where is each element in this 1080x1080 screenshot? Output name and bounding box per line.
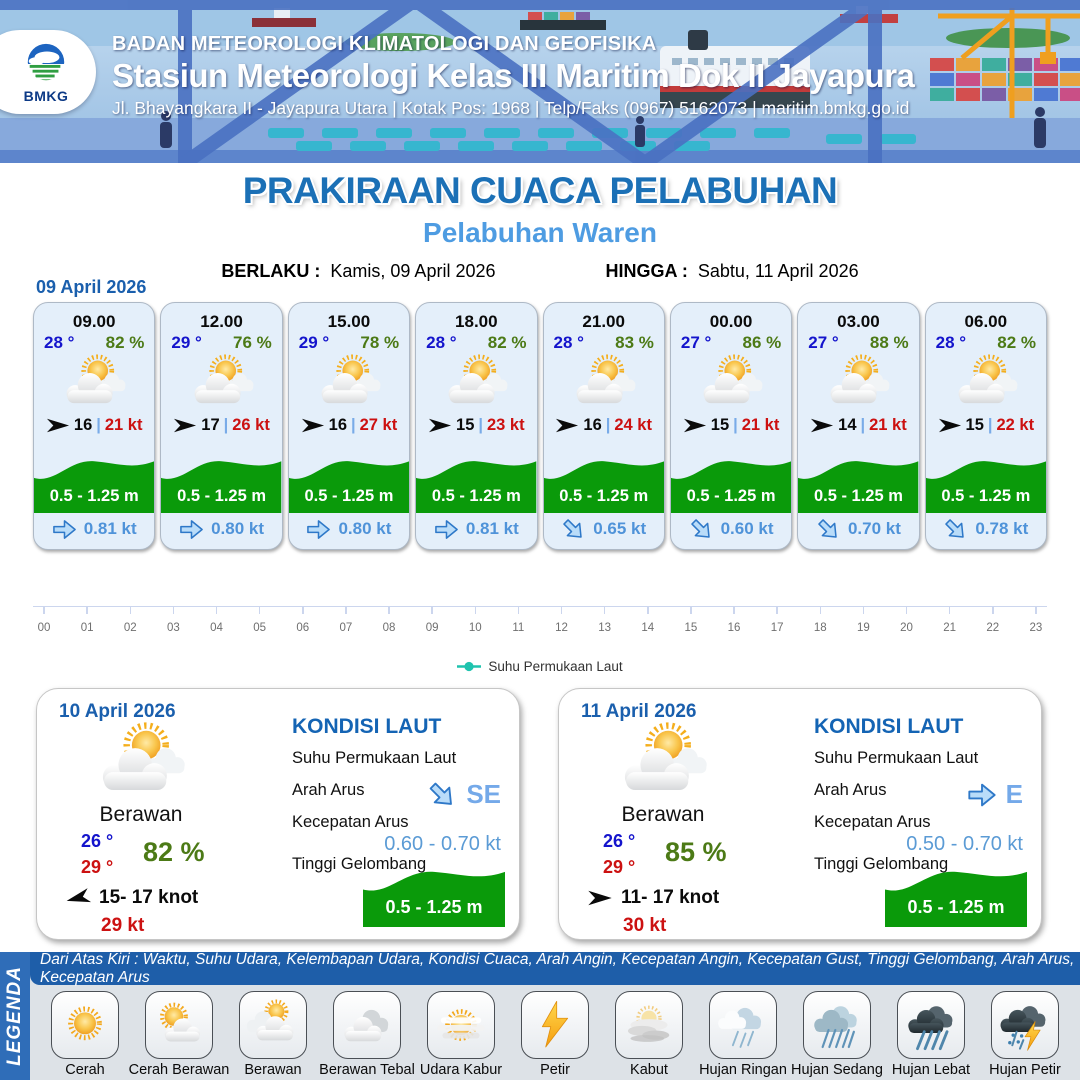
wind-direction-icon [683, 417, 707, 434]
legend-items [30, 985, 1080, 1080]
daily-date: 10 April 2026 [59, 701, 176, 722]
separator: | [860, 416, 866, 434]
x-axis-tick [680, 607, 702, 634]
current-speed: 0.81 kt [83, 519, 137, 538]
current-row [289, 514, 409, 544]
current-row [416, 514, 536, 544]
cerah-berawan-icon [34, 354, 154, 412]
air-temperature: 28 ° [426, 333, 457, 352]
station-name: Stasiun Meteorologi Kelas III Maritim Dok II Jayapura [112, 57, 915, 94]
x-axis [33, 606, 1047, 634]
wind-speed: 15 [456, 416, 475, 434]
berlaku-label: BERLAKU : [221, 261, 321, 281]
x-axis-tick-label: 07 [339, 622, 353, 634]
container-stack [930, 58, 1080, 101]
current-speed-label: Kecepatan Arus [292, 813, 409, 831]
cerah-berawan-icon [161, 354, 281, 412]
legend-bar [0, 952, 1080, 1080]
x-axis-tick-label: 05 [253, 622, 267, 634]
wave-height-band [926, 453, 1046, 513]
x-axis-tick-label: 10 [468, 622, 482, 634]
gust-speed: 23 kt [487, 416, 525, 434]
x-axis-tick [421, 607, 443, 634]
separator: | [351, 416, 356, 434]
wind-row [65, 887, 198, 909]
legend-item: Cerah [38, 991, 132, 1080]
x-axis-tick [292, 607, 314, 634]
x-axis-tick [723, 607, 745, 634]
x-axis-tick [206, 607, 228, 634]
wind-row [798, 416, 918, 435]
wave-height-band [34, 453, 154, 513]
daily-forecast-section [36, 688, 1042, 940]
wave-height: 0.5 - 1.25 m [304, 487, 394, 505]
gust-speed: 30 kt [623, 915, 667, 936]
cerah-berawan-icon [289, 354, 409, 412]
air-temperature: 29 ° [171, 333, 202, 352]
bmkg-emblem-icon [23, 41, 69, 87]
thunderstorm-rain-icon [991, 991, 1059, 1059]
x-axis-tick-label: 16 [727, 622, 741, 634]
x-axis-tick-label: 04 [210, 622, 223, 634]
thick-clouds-icon [333, 991, 401, 1059]
moderate-rain-icon [803, 991, 871, 1059]
wind-direction-icon [46, 417, 70, 434]
x-axis-tick-label: 03 [166, 622, 180, 634]
x-axis-tick [335, 607, 357, 634]
hourly-card [925, 302, 1047, 550]
hourly-card [160, 302, 282, 550]
wave-height: 0.5 - 1.25 m [813, 487, 903, 505]
wave-height: 0.5 - 1.25 m [177, 487, 267, 505]
current-direction [967, 779, 1023, 810]
wave-height: 0.5 - 1.25 m [941, 487, 1031, 505]
x-axis-tick-label: 19 [856, 622, 870, 634]
wind-direction-icon [555, 417, 579, 434]
temp-max: 29 ° [603, 857, 636, 877]
page-title: PRAKIRAAN CUACA PELABUHAN [242, 170, 838, 211]
air-temperature: 28 ° [935, 333, 967, 352]
wind-range: 15- 17 knot [99, 887, 199, 908]
forecast-time: 12.00 [200, 312, 243, 331]
x-axis-tick-label: 21 [943, 622, 957, 634]
current-direction-southeast-icon [421, 773, 463, 815]
x-axis-tick-label: 12 [555, 622, 568, 634]
current-direction-east-icon [306, 517, 331, 542]
humidity: 82 % [487, 333, 527, 352]
humidity: 83 % [615, 333, 654, 352]
temp-min: 26 ° [81, 831, 114, 851]
hourly-date: 09 April 2026 [36, 277, 147, 297]
x-axis-tick-label: 14 [641, 622, 655, 634]
x-axis-tick-label: 01 [80, 622, 94, 634]
legend-item: Berawan Tebal [320, 991, 414, 1080]
agency-name: BADAN METEOROLOGI KLIMATOLOGI DAN GEOFISIKA [112, 33, 657, 55]
legend-item: Hujan Petir [978, 991, 1072, 1080]
x-axis-tick [594, 607, 616, 634]
x-axis-tick [637, 607, 659, 634]
haze-icon [427, 991, 495, 1059]
wave-height: 0.5 - 1.25 m [559, 487, 649, 505]
legend-item: Cerah Berawan [132, 991, 226, 1080]
wave-height-band [885, 863, 1027, 927]
sst-label: Suhu Permukaan Laut [292, 749, 457, 767]
legend-title: LEGENDA [4, 966, 25, 1066]
sst-chart [33, 606, 1047, 674]
humidity: 85 % [665, 837, 727, 867]
x-axis-tick-label: 06 [296, 622, 310, 634]
current-row [34, 514, 154, 544]
x-axis-tick [809, 607, 831, 634]
sun-cloud-icon [145, 991, 213, 1059]
x-axis-tick [551, 607, 573, 634]
sea-conditions [804, 703, 1027, 931]
current-speed: 0.81 kt [465, 519, 519, 538]
current-speed: 0.80 kt [211, 519, 265, 538]
gust-speed: 29 kt [101, 915, 145, 936]
separator: | [605, 416, 611, 434]
x-axis-tick-label: 09 [425, 622, 439, 634]
current-row [161, 514, 281, 544]
air-temperature: 28 ° [44, 333, 75, 352]
x-axis-tick-label: 22 [986, 622, 1000, 634]
wave-height-band [544, 453, 664, 513]
hourly-card [33, 302, 155, 550]
x-axis-tick [982, 607, 1004, 634]
legend-item: Kabut [602, 991, 696, 1080]
cerah-berawan-icon [926, 354, 1046, 412]
current-speed: 0.65 kt [593, 519, 647, 538]
gust-speed: 24 kt [614, 416, 652, 434]
current-speed-value: 0.60 - 0.70 kt [384, 833, 501, 855]
current-row [671, 514, 791, 544]
current-direction-east-icon [434, 517, 459, 542]
legend-item: Petir [508, 991, 602, 1080]
gust-speed: 21 kt [869, 416, 907, 434]
cerah-berawan-icon [544, 354, 664, 412]
sea-conditions-title: KONDISI LAUT [292, 715, 442, 738]
cerah-berawan-icon [671, 354, 791, 412]
bmkg-logo [0, 30, 96, 114]
separator: | [987, 416, 993, 434]
current-row [926, 514, 1046, 544]
separator: | [733, 416, 738, 434]
current-direction-southeast-icon [938, 511, 973, 546]
temp-min: 26 ° [603, 831, 636, 851]
x-axis-tick-label: 23 [1029, 622, 1043, 634]
current-direction-label: Arah Arus [292, 781, 365, 799]
current-speed-label: Kecepatan Arus [814, 813, 931, 831]
validity-row [0, 261, 1080, 282]
air-temperature: 27 ° [680, 333, 712, 352]
wave-height: 0.5 - 1.25 m [686, 487, 776, 505]
wave-height: 0.5 - 1.25 m [431, 487, 521, 505]
wave-height: 0.5 - 1.25 m [49, 487, 139, 505]
legend-description: Dari Atas Kiri : Waktu, Suhu Udara, Kelembapan Udara, Kondisi Cuaca, Arah Angin, Kecepatan Angin, Kecepatan Gust, Tinggi Gelombang, Arah Arus, Kecepatan Arus [30, 952, 1080, 985]
air-temperature: 27 ° [808, 333, 839, 352]
hingga-value: Sabtu, 11 April 2026 [697, 261, 859, 281]
legend-item: Hujan Ringan [696, 991, 790, 1080]
current-direction-southeast-icon [811, 511, 846, 546]
current-speed: 0.80 kt [338, 519, 392, 538]
air-temperature: 28 ° [553, 333, 584, 352]
forecast-time: 18.00 [455, 312, 498, 331]
forecast-time: 15.00 [327, 312, 371, 331]
current-direction-value: SE [466, 779, 501, 809]
forecast-time: 03.00 [837, 312, 880, 331]
wind-speed: 17 [201, 416, 220, 434]
gust-speed: 26 kt [232, 416, 270, 434]
wind-row [34, 416, 154, 435]
wave-height-band [798, 453, 918, 513]
daily-date: 11 April 2026 [581, 701, 697, 722]
wind-row [671, 416, 791, 435]
x-axis-tick [896, 607, 918, 634]
berawan-icon [611, 721, 715, 803]
current-direction-southeast-icon [683, 511, 718, 546]
hourly-forecast-section [33, 302, 1047, 550]
current-direction-label: Arah Arus [814, 781, 887, 799]
port-name: Pelabuhan Waren [423, 217, 657, 248]
separator: | [223, 416, 229, 434]
gust-speed: 22 kt [996, 416, 1035, 434]
wave-height-label: Tinggi Gelombang [814, 855, 949, 873]
wind-direction-icon [810, 417, 834, 434]
berlaku-value: Kamis, 09 April 2026 [330, 261, 496, 281]
wind-direction-icon [428, 417, 452, 434]
wind-direction-icon [301, 417, 325, 434]
current-speed: 0.78 kt [975, 519, 1029, 538]
x-axis-tick-label: 02 [123, 622, 137, 634]
legend-item: Hujan Lebat [884, 991, 978, 1080]
wind-speed: 15 [710, 416, 730, 434]
wind-row [161, 416, 281, 435]
x-axis-tick [76, 607, 98, 634]
current-row [798, 514, 918, 544]
wind-speed: 16 [328, 416, 347, 434]
humidity: 86 % [742, 333, 782, 352]
x-axis-tick [1025, 607, 1047, 634]
heavy-rain-icon [897, 991, 965, 1059]
x-axis-tick-label: 11 [512, 622, 525, 634]
wave-height-band [416, 453, 536, 513]
hourly-card [670, 302, 792, 550]
wave-height-band [161, 453, 281, 513]
humidity: 82 % [997, 333, 1036, 352]
x-axis-tick-label: 17 [770, 622, 784, 634]
legend-item: Berawan [226, 991, 320, 1080]
sst-label: Suhu Permukaan Laut [814, 749, 979, 767]
current-direction-east-icon [179, 517, 204, 542]
x-axis-tick-label: 20 [900, 622, 913, 634]
chart-series-label: Suhu Permukaan Laut [488, 659, 623, 674]
forecast-time: 06.00 [964, 312, 1008, 331]
cerah-berawan-icon [416, 354, 536, 412]
wind-range: 11- 17 knot [621, 887, 720, 908]
header [0, 0, 1080, 163]
x-axis-tick [162, 607, 184, 634]
station-address: Jl. Bhayangkara II - Jayapura Utara | Kotak Pos: 1968 | Telp/Faks (0967) 5162073 | maritim.bmkg.go.id [112, 98, 910, 118]
line-series-marker-icon [457, 661, 481, 672]
lightning-icon [521, 991, 589, 1059]
wind-speed: 16 [73, 416, 93, 434]
bmkg-logo-text: BMKG [23, 87, 69, 104]
temp-max: 29 ° [81, 857, 114, 877]
gust-speed: 21 kt [741, 416, 780, 434]
sun-icon [51, 991, 119, 1059]
weather-condition: Berawan [621, 803, 705, 826]
legend-title-bar [0, 952, 30, 1080]
x-axis-tick [507, 607, 529, 634]
humidity: 82 % [105, 333, 145, 352]
wind-direction-icon [63, 886, 93, 910]
x-axis-tick-label: 18 [813, 622, 827, 634]
wave-height: 0.5 - 1.25 m [385, 897, 483, 917]
wind-row [416, 416, 536, 435]
current-speed: 0.70 kt [847, 519, 901, 538]
hingga-label: HINGGA : [605, 261, 688, 281]
weather-condition: Berawan [99, 803, 183, 826]
x-axis-tick [33, 607, 55, 634]
sea-conditions-title: KONDISI LAUT [814, 715, 964, 738]
cloudy-icon [239, 991, 307, 1059]
chart-legend [33, 659, 1047, 674]
fog-icon [615, 991, 683, 1059]
gust-speed: 27 kt [359, 416, 398, 434]
separator: | [478, 416, 483, 434]
current-row [544, 514, 664, 544]
air-temperature: 29 ° [298, 333, 330, 352]
wind-row [289, 416, 409, 435]
x-axis-tick [766, 607, 788, 634]
sea-conditions [282, 703, 505, 931]
x-axis-tick [939, 607, 961, 634]
current-direction-east-icon [967, 780, 997, 810]
wave-height-band [289, 453, 409, 513]
hourly-card [797, 302, 919, 550]
current-speed-value: 0.50 - 0.70 kt [906, 833, 1023, 855]
x-axis-tick-label: 08 [382, 622, 396, 634]
wave-height-band [363, 863, 505, 927]
x-axis-tick-label: 15 [684, 622, 698, 634]
title-block [0, 170, 1080, 282]
wind-direction-icon [173, 417, 197, 434]
wind-row [587, 887, 719, 909]
wind-speed: 14 [838, 416, 857, 434]
wave-height: 0.5 - 1.25 m [907, 897, 1005, 917]
hourly-card [415, 302, 537, 550]
legend-item: Udara Kabur [414, 991, 508, 1080]
humidity: 88 % [869, 333, 909, 352]
forecast-time: 00.00 [709, 312, 753, 331]
light-rain-icon [709, 991, 777, 1059]
wind-direction-icon [938, 417, 962, 434]
forecast-time: 09.00 [72, 312, 116, 331]
x-axis-tick [119, 607, 141, 634]
x-axis-tick [464, 607, 486, 634]
x-axis-tick [378, 607, 400, 634]
daily-card [36, 688, 520, 940]
wave-height-label: Tinggi Gelombang [292, 855, 427, 873]
wind-speed: 16 [583, 416, 602, 434]
current-direction-value: E [1005, 779, 1023, 809]
humidity: 82 % [143, 837, 205, 867]
x-axis-tick-label: 13 [598, 622, 612, 634]
current-direction [427, 779, 501, 810]
separator: | [96, 416, 101, 434]
wind-speed: 15 [965, 416, 984, 434]
current-direction-southeast-icon [556, 511, 591, 546]
humidity: 76 % [233, 333, 272, 352]
current-direction-east-icon [52, 517, 77, 542]
daily-card [558, 688, 1042, 940]
current-speed: 0.60 kt [720, 519, 774, 538]
hourly-card [543, 302, 665, 550]
hourly-card [288, 302, 410, 550]
cerah-berawan-icon [798, 354, 918, 412]
forecast-time: 21.00 [582, 312, 625, 331]
x-axis-tick-label: 00 [37, 622, 51, 634]
wind-row [926, 416, 1046, 435]
humidity: 78 % [360, 333, 400, 352]
wind-direction-icon [587, 889, 613, 907]
wind-row [544, 416, 664, 435]
berawan-icon [89, 721, 193, 803]
x-axis-tick [852, 607, 874, 634]
gust-speed: 21 kt [104, 416, 143, 434]
x-axis-tick [249, 607, 271, 634]
legend-item: Hujan Sedang [790, 991, 884, 1080]
wave-height-band [671, 453, 791, 513]
